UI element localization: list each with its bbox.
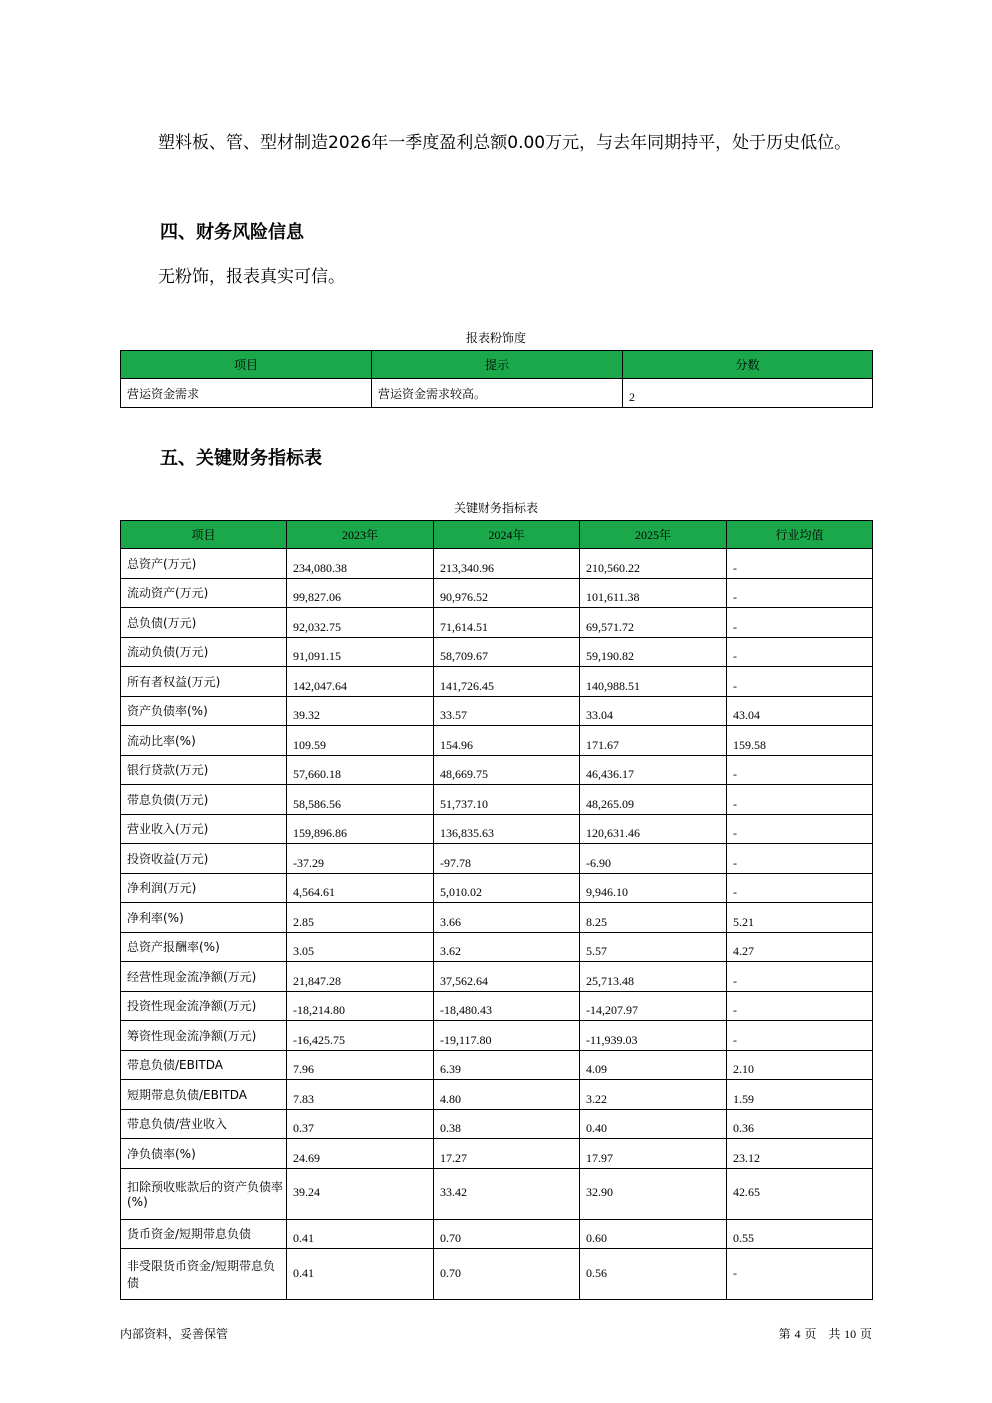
value-cell: 0.41 <box>287 1219 434 1249</box>
value-cell: -37.29 <box>287 844 434 874</box>
value-cell: -14,207.97 <box>580 991 727 1021</box>
value-cell: -18,480.43 <box>434 991 580 1021</box>
value-cell: 5.21 <box>727 903 873 933</box>
table-row <box>121 1139 873 1169</box>
indicator-name-cell: 银行贷款(万元) <box>121 755 287 785</box>
value-cell: - <box>727 637 873 667</box>
value-cell: 43.04 <box>727 696 873 726</box>
value-cell: 7.96 <box>287 1050 434 1080</box>
value-cell: - <box>727 1021 873 1051</box>
value-cell: 0.40 <box>580 1109 727 1139</box>
indicator-name-cell: 投资性现金流净额(万元) <box>121 991 287 1021</box>
financial-indicators-table <box>120 520 873 1300</box>
table-row <box>121 379 873 408</box>
indicator-name-cell: 流动资产(万元) <box>121 578 287 608</box>
table-row <box>121 755 873 785</box>
table-row <box>121 814 873 844</box>
value-cell: - <box>727 991 873 1021</box>
value-cell: 39.32 <box>287 696 434 726</box>
indicator-name-cell: 带息负债/营业收入 <box>121 1109 287 1139</box>
value-cell: 17.27 <box>434 1139 580 1169</box>
value-cell: 0.56 <box>580 1249 727 1300</box>
indicator-name-cell: 所有者权益(万元) <box>121 667 287 697</box>
table-cell: 2 <box>623 379 873 408</box>
header-cell: 2025年 <box>580 521 727 549</box>
value-cell: 171.67 <box>580 726 727 756</box>
value-cell: - <box>727 873 873 903</box>
header-cell: 分数 <box>623 351 873 379</box>
value-cell: 120,631.46 <box>580 814 727 844</box>
value-cell: - <box>727 962 873 992</box>
value-cell: 42.65 <box>727 1168 873 1219</box>
value-cell: 4,564.61 <box>287 873 434 903</box>
table-row <box>121 903 873 933</box>
table-row <box>121 932 873 962</box>
value-cell: 24.69 <box>287 1139 434 1169</box>
header-cell: 行业均值 <box>727 521 873 549</box>
value-cell: -18,214.80 <box>287 991 434 1021</box>
value-cell: 0.37 <box>287 1109 434 1139</box>
table-row <box>121 873 873 903</box>
value-cell: - <box>727 755 873 785</box>
value-cell: 59,190.82 <box>580 637 727 667</box>
indicator-name-cell: 带息负债(万元) <box>121 785 287 815</box>
value-cell: 0.60 <box>580 1219 727 1249</box>
value-cell: 21,847.28 <box>287 962 434 992</box>
value-cell: 210,560.22 <box>580 549 727 579</box>
indicator-name-cell: 资产负债率(%) <box>121 696 287 726</box>
value-cell: 140,988.51 <box>580 667 727 697</box>
value-cell: 0.55 <box>727 1219 873 1249</box>
value-cell: 136,835.63 <box>434 814 580 844</box>
value-cell: - <box>727 578 873 608</box>
value-cell: -19,117.80 <box>434 1021 580 1051</box>
table-row <box>121 726 873 756</box>
value-cell: 4.09 <box>580 1050 727 1080</box>
indicator-name-cell: 扣除预收账款后的资产负债率(%) <box>121 1168 287 1219</box>
indicator-name-cell: 总负债(万元) <box>121 608 287 638</box>
indicator-name-cell: 流动比率(%) <box>121 726 287 756</box>
value-cell: 6.39 <box>434 1050 580 1080</box>
value-cell: 141,726.45 <box>434 667 580 697</box>
table-row <box>121 785 873 815</box>
value-cell: 99,827.06 <box>287 578 434 608</box>
value-cell: 58,709.67 <box>434 637 580 667</box>
page-middle: 页 共 <box>804 1327 841 1341</box>
value-cell: - <box>727 844 873 874</box>
indicator-name-cell: 带息负债/EBITDA <box>121 1050 287 1080</box>
table-row <box>121 549 873 579</box>
table-row <box>121 696 873 726</box>
table-row <box>121 1080 873 1110</box>
indicator-name-cell: 总资产报酬率(%) <box>121 932 287 962</box>
indicator-name-cell: 净负债率(%) <box>121 1139 287 1169</box>
table-row <box>121 1219 873 1249</box>
indicator-name-cell: 货币资金/短期带息负债 <box>121 1219 287 1249</box>
value-cell: 69,571.72 <box>580 608 727 638</box>
table-row <box>121 1050 873 1080</box>
value-cell: 3.05 <box>287 932 434 962</box>
value-cell: - <box>727 1249 873 1300</box>
value-cell: 4.27 <box>727 932 873 962</box>
value-cell: 92,032.75 <box>287 608 434 638</box>
value-cell: 57,660.18 <box>287 755 434 785</box>
indicator-name-cell: 总资产(万元) <box>121 549 287 579</box>
value-cell: - <box>727 608 873 638</box>
section4-text: 无粉饰，报表真实可信。 <box>158 267 345 287</box>
total-pages: 10 <box>844 1327 857 1341</box>
header-cell: 项目 <box>121 351 372 379</box>
value-cell: 51,737.10 <box>434 785 580 815</box>
value-cell: 32.90 <box>580 1168 727 1219</box>
value-cell: 3.22 <box>580 1080 727 1110</box>
table-row <box>121 1109 873 1139</box>
indicator-name-cell: 非受限货币资金/短期带息负债 <box>121 1249 287 1300</box>
value-cell: 3.62 <box>434 932 580 962</box>
value-cell: 25,713.48 <box>580 962 727 992</box>
page-number <box>779 1325 872 1342</box>
value-cell: 213,340.96 <box>434 549 580 579</box>
value-cell: 71,614.51 <box>434 608 580 638</box>
indicator-name-cell: 筹资性现金流净额(万元) <box>121 1021 287 1051</box>
value-cell: 90,976.52 <box>434 578 580 608</box>
value-cell: -6.90 <box>580 844 727 874</box>
value-cell: 0.70 <box>434 1249 580 1300</box>
value-cell: 5,010.02 <box>434 873 580 903</box>
value-cell: 37,562.64 <box>434 962 580 992</box>
indicator-name-cell: 营业收入(万元) <box>121 814 287 844</box>
intro-paragraph: 塑料板、管、型材制造2026年一季度盈利总额0.00万元，与去年同期持平，处于历史低位。 <box>158 133 852 153</box>
page-prefix: 第 <box>778 1327 791 1341</box>
value-cell: - <box>727 667 873 697</box>
risk-table <box>120 350 873 408</box>
header-cell: 提示 <box>372 351 623 379</box>
header-cell: 项目 <box>121 521 287 549</box>
value-cell: 159.58 <box>727 726 873 756</box>
value-cell: -97.78 <box>434 844 580 874</box>
table-row <box>121 667 873 697</box>
value-cell: 9,946.10 <box>580 873 727 903</box>
table-row <box>121 578 873 608</box>
indicator-name-cell: 短期带息负债/EBITDA <box>121 1080 287 1110</box>
value-cell: 33.57 <box>434 696 580 726</box>
value-cell: 101,611.38 <box>580 578 727 608</box>
indicator-name-cell: 投资收益(万元) <box>121 844 287 874</box>
table-row <box>121 844 873 874</box>
value-cell: -16,425.75 <box>287 1021 434 1051</box>
value-cell: - <box>727 785 873 815</box>
value-cell: 3.66 <box>434 903 580 933</box>
value-cell: 109.59 <box>287 726 434 756</box>
indicator-name-cell: 净利润(万元) <box>121 873 287 903</box>
table-row <box>121 637 873 667</box>
value-cell: 2.85 <box>287 903 434 933</box>
value-cell: 91,091.15 <box>287 637 434 667</box>
table-row <box>121 1021 873 1051</box>
value-cell: 46,436.17 <box>580 755 727 785</box>
value-cell: 48,669.75 <box>434 755 580 785</box>
value-cell: - <box>727 549 873 579</box>
section5-heading: 五、关键财务指标表 <box>160 448 322 469</box>
table-row <box>121 962 873 992</box>
section4-heading: 四、财务风险信息 <box>160 222 304 243</box>
table-row <box>121 991 873 1021</box>
header-cell: 2024年 <box>434 521 580 549</box>
value-cell: 2.10 <box>727 1050 873 1080</box>
value-cell: 48,265.09 <box>580 785 727 815</box>
table-row <box>121 1249 873 1300</box>
value-cell: 17.97 <box>580 1139 727 1169</box>
value-cell: 234,080.38 <box>287 549 434 579</box>
table-row <box>121 1168 873 1219</box>
footer-note: 内部资料，妥善保管 <box>120 1327 229 1341</box>
indicator-name-cell: 流动负债(万元) <box>121 637 287 667</box>
value-cell: 0.70 <box>434 1219 580 1249</box>
table-row <box>121 608 873 638</box>
indicator-name-cell: 经营性现金流净额(万元) <box>121 962 287 992</box>
value-cell: 0.41 <box>287 1249 434 1300</box>
header-cell: 2023年 <box>287 521 434 549</box>
value-cell: 142,047.64 <box>287 667 434 697</box>
value-cell: 159,896.86 <box>287 814 434 844</box>
table-cell: 营运资金需求较高。 <box>372 379 623 408</box>
indicator-name-cell: 净利率(%) <box>121 903 287 933</box>
table2-caption: 关键财务指标表 <box>453 501 538 515</box>
value-cell: 33.04 <box>580 696 727 726</box>
value-cell: -11,939.03 <box>580 1021 727 1051</box>
table1-caption: 报表粉饰度 <box>465 331 526 345</box>
value-cell: 0.38 <box>434 1109 580 1139</box>
table-cell: 营运资金需求 <box>121 379 372 408</box>
value-cell: 58,586.56 <box>287 785 434 815</box>
value-cell: 5.57 <box>580 932 727 962</box>
value-cell: 154.96 <box>434 726 580 756</box>
value-cell: 0.36 <box>727 1109 873 1139</box>
value-cell: 33.42 <box>434 1168 580 1219</box>
current-page: 4 <box>794 1327 801 1341</box>
value-cell: 1.59 <box>727 1080 873 1110</box>
value-cell: 7.83 <box>287 1080 434 1110</box>
value-cell: - <box>727 814 873 844</box>
value-cell: 4.80 <box>434 1080 580 1110</box>
value-cell: 23.12 <box>727 1139 873 1169</box>
page-suffix: 页 <box>859 1327 872 1341</box>
value-cell: 39.24 <box>287 1168 434 1219</box>
value-cell: 8.25 <box>580 903 727 933</box>
